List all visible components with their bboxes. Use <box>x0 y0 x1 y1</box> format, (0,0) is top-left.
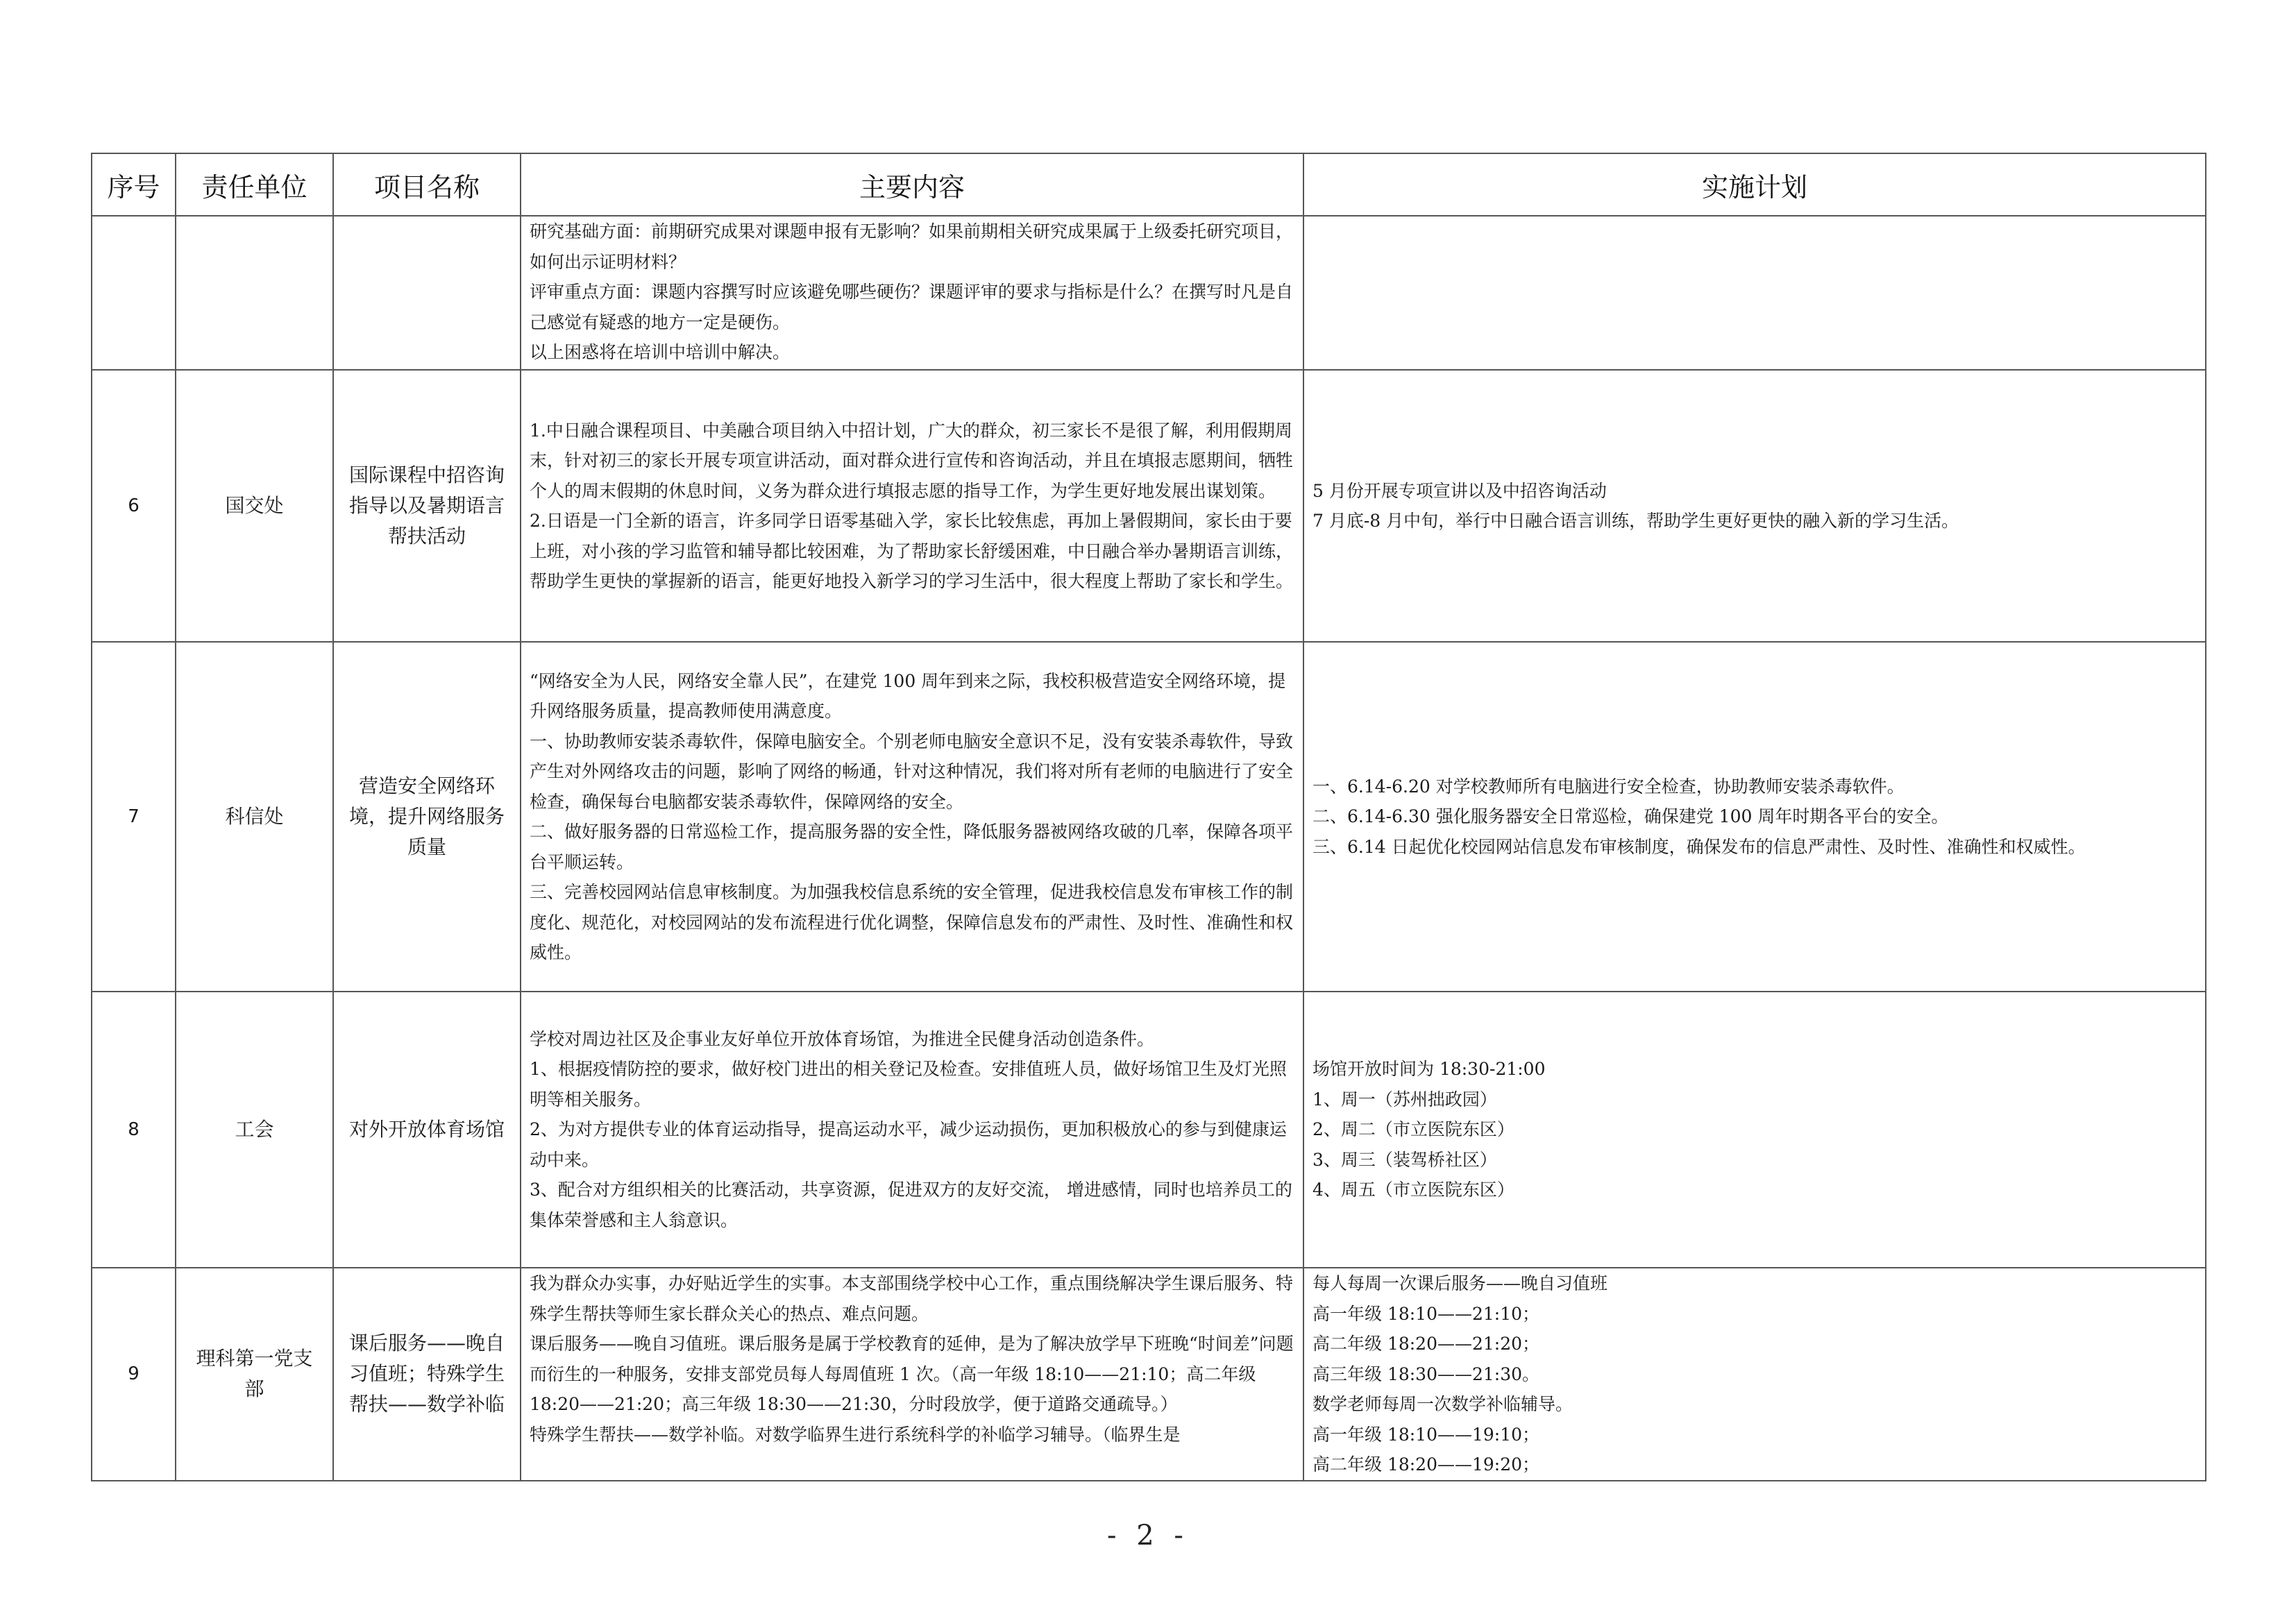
cell-content <box>521 216 1303 370</box>
content-paragraph: “网络安全为人民，网络安全靠人民”，在建党 100 周年到来之际，我校积极营造安全网络环境，提升网络服务质量，提高教师使用满意度。 <box>530 670 1286 721</box>
plan-line: 三、6.14 日起优化校园网站信息发布审核制度，确保发布的信息严肃性、及时性、准确性和权威性。 <box>1312 836 2086 857</box>
cell-seq: 9 <box>92 1268 176 1481</box>
cell-plan <box>1303 370 2206 642</box>
plan-line: 1、周一（苏州拙政园） <box>1312 1089 1497 1110</box>
content-paragraph: 二、做好服务器的日常巡检工作，提高服务器的安全性，降低服务器被网络攻破的几率，保障各项平台平顺运转。 <box>530 822 1294 872</box>
plan-line: 4、周五（市立医院东区） <box>1312 1180 1514 1200</box>
content-paragraph: 1、根据疫情防控的要求，做好校门进出的相关登记及检查。安排值班人员，做好场馆卫生及灯光照明等相关服务。 <box>530 1059 1287 1110</box>
cell-content <box>521 370 1303 642</box>
cell-seq: 7 <box>92 642 176 992</box>
plan-line: 数学老师每周一次数学补临辅导。 <box>1312 1394 1573 1414</box>
cell-project: 课后服务——晚自习值班；特殊学生帮扶——数学补临 <box>333 1268 521 1481</box>
plan-line: 高一年级 18:10——19:10； <box>1312 1424 1540 1445</box>
cell-project: 对外开放体育场馆 <box>333 992 521 1268</box>
cell-seq: 6 <box>92 370 176 642</box>
cell-seq: 8 <box>92 992 176 1268</box>
content-paragraph: 特殊学生帮扶——数学补临。对数学临界生进行系统科学的补临学习辅导。（临界生是 <box>530 1424 1181 1445</box>
content-paragraph: 课后服务——晚自习值班。课后服务是属于学校教育的延伸，是为了解决放学早下班晚“时间差”问题而衍生的一种服务，安排支部党员每人每周值班 1 次。（高一年级 18:10——21:10；高二年级 18:20——21:20；高三年级 18:30——21:30，分时段放学，便于道路交通疏导。） <box>530 1334 1294 1414</box>
table-row <box>92 992 2206 1268</box>
plan-line: 高一年级 18:10——21:10； <box>1312 1303 1540 1324</box>
header-seq: 序号 <box>92 153 176 216</box>
table-row <box>92 642 2206 992</box>
cell-plan <box>1303 642 2206 992</box>
cell-plan <box>1303 216 2206 370</box>
plan-line: 5 月份开展专项宣讲以及中招咨询活动 <box>1312 480 1607 501</box>
cell-seq <box>92 216 176 370</box>
cell-content <box>521 1268 1303 1481</box>
content-paragraph: 2.日语是一门全新的语言，许多同学日语零基础入学，家长比较焦虑，再加上暑假期间，家长由于要上班，对小孩的学习监管和辅导都比较困难，为了帮助家长舒缓困难，中日融合举办暑期语言训练，帮助学生更快的掌握新的语言，能更好地投入新学习的学习生活中，很大程度上帮助了家长和学生。 <box>530 511 1294 591</box>
cell-plan <box>1303 992 2206 1268</box>
cell-project: 国际课程中招咨询指导以及暑期语言帮扶活动 <box>333 370 521 642</box>
content-paragraph: 研究基础方面：前期研究成果对课题申报有无影响？如果前期相关研究成果属于上级委托研究项目，如何出示证明材料？ <box>530 221 1294 272</box>
cell-unit <box>176 216 333 370</box>
content-paragraph: 一、协助教师安装杀毒软件，保障电脑安全。个别老师电脑安全意识不足，没有安装杀毒软件，导致产生对外网络攻击的问题，影响了网络的畅通，针对这种情况，我们将对所有老师的电脑进行了安全检查，确保每台电脑都安装杀毒软件，保障网络的安全。 <box>530 731 1294 812</box>
plan-line: 高三年级 18:30——21:30。 <box>1312 1363 1540 1384</box>
cell-project <box>333 216 521 370</box>
plan-line: 2、周二（市立医院东区） <box>1312 1119 1514 1140</box>
header-content: 主要内容 <box>521 153 1303 216</box>
content-paragraph: 我为群众办实事，办好贴近学生的实事。本支部围绕学校中心工作，重点围绕解决学生课后服务、特殊学生帮扶等师生家长群众关心的热点、难点问题。 <box>530 1273 1294 1324</box>
cell-unit: 工会 <box>176 992 333 1268</box>
project-table <box>91 153 2206 1481</box>
plan-line: 高二年级 18:20——19:20； <box>1312 1454 1540 1475</box>
content-paragraph: 1.中日融合课程项目、中美融合项目纳入中招计划，广大的群众，初三家长不是很了解，利用假期周末，针对初三的家长开展专项宣讲活动，面对群众进行宣传和咨询活动，并且在填报志愿期间，牺牲个人的周末假期的休息时间，义务为群众进行填报志愿的指导工作，为学生更好地发展出谋划策。 <box>530 420 1294 501</box>
plan-line: 高二年级 18:20——21:20； <box>1312 1334 1540 1354</box>
cell-unit: 国交处 <box>176 370 333 642</box>
cell-project: 营造安全网络环境，提升网络服务质量 <box>333 642 521 992</box>
table-row <box>92 370 2206 642</box>
table-row-continuation <box>92 216 2206 370</box>
cell-content <box>521 992 1303 1268</box>
plan-line: 一、6.14-6.20 对学校教师所有电脑进行安全检查，协助教师安装杀毒软件。 <box>1312 776 1905 797</box>
plan-line: 二、6.14-6.30 强化服务器安全日常巡检，确保建党 100 周年时期各平台的安全。 <box>1312 806 1949 827</box>
table-header-row <box>92 153 2206 216</box>
header-plan: 实施计划 <box>1303 153 2206 216</box>
content-paragraph: 三、完善校园网站信息审核制度。为加强我校信息系统的安全管理，促进我校信息发布审核工作的制度化、规范化，对校园网站的发布流程进行优化调整，保障信息发布的严肃性、及时性、准确性和权威性。 <box>530 882 1294 962</box>
content-paragraph: 评审重点方面：课题内容撰写时应该避免哪些硬伤？课题评审的要求与指标是什么？在撰写时凡是自己感觉有疑惑的地方一定是硬伤。 <box>530 282 1294 332</box>
plan-line: 7 月底-8 月中旬，举行中日融合语言训练，帮助学生更好更快的融入新的学习生活。 <box>1312 511 1959 531</box>
content-paragraph: 3、配合对方组织相关的比赛活动，共享资源，促进双方的友好交流， 增进感情，同时也培养员工的集体荣誉感和主人翁意识。 <box>530 1180 1292 1230</box>
page-number: - 2 - <box>1107 1520 1189 1552</box>
header-project: 项目名称 <box>333 153 521 216</box>
table-row <box>92 1268 2206 1481</box>
header-unit: 责任单位 <box>176 153 333 216</box>
cell-plan <box>1303 1268 2206 1481</box>
content-paragraph: 2、为对方提供专业的体育运动指导，提高运动水平，减少运动损伤，更加积极放心的参与到健康运动中来。 <box>530 1119 1287 1170</box>
plan-line: 3、周三（装驾桥社区） <box>1312 1149 1497 1170</box>
content-paragraph: 学校对周边社区及企事业友好单位开放体育场馆，为推进全民健身活动创造条件。 <box>530 1028 1155 1049</box>
plan-line: 场馆开放时间为 18:30-21:00 <box>1312 1059 1546 1080</box>
content-paragraph: 以上困惑将在培训中培训中解决。 <box>530 342 791 362</box>
plan-line: 每人每周一次课后服务——晚自习值班 <box>1312 1273 1608 1293</box>
cell-unit: 理科第一党支部 <box>176 1268 333 1481</box>
cell-unit: 科信处 <box>176 642 333 992</box>
cell-content <box>521 642 1303 992</box>
